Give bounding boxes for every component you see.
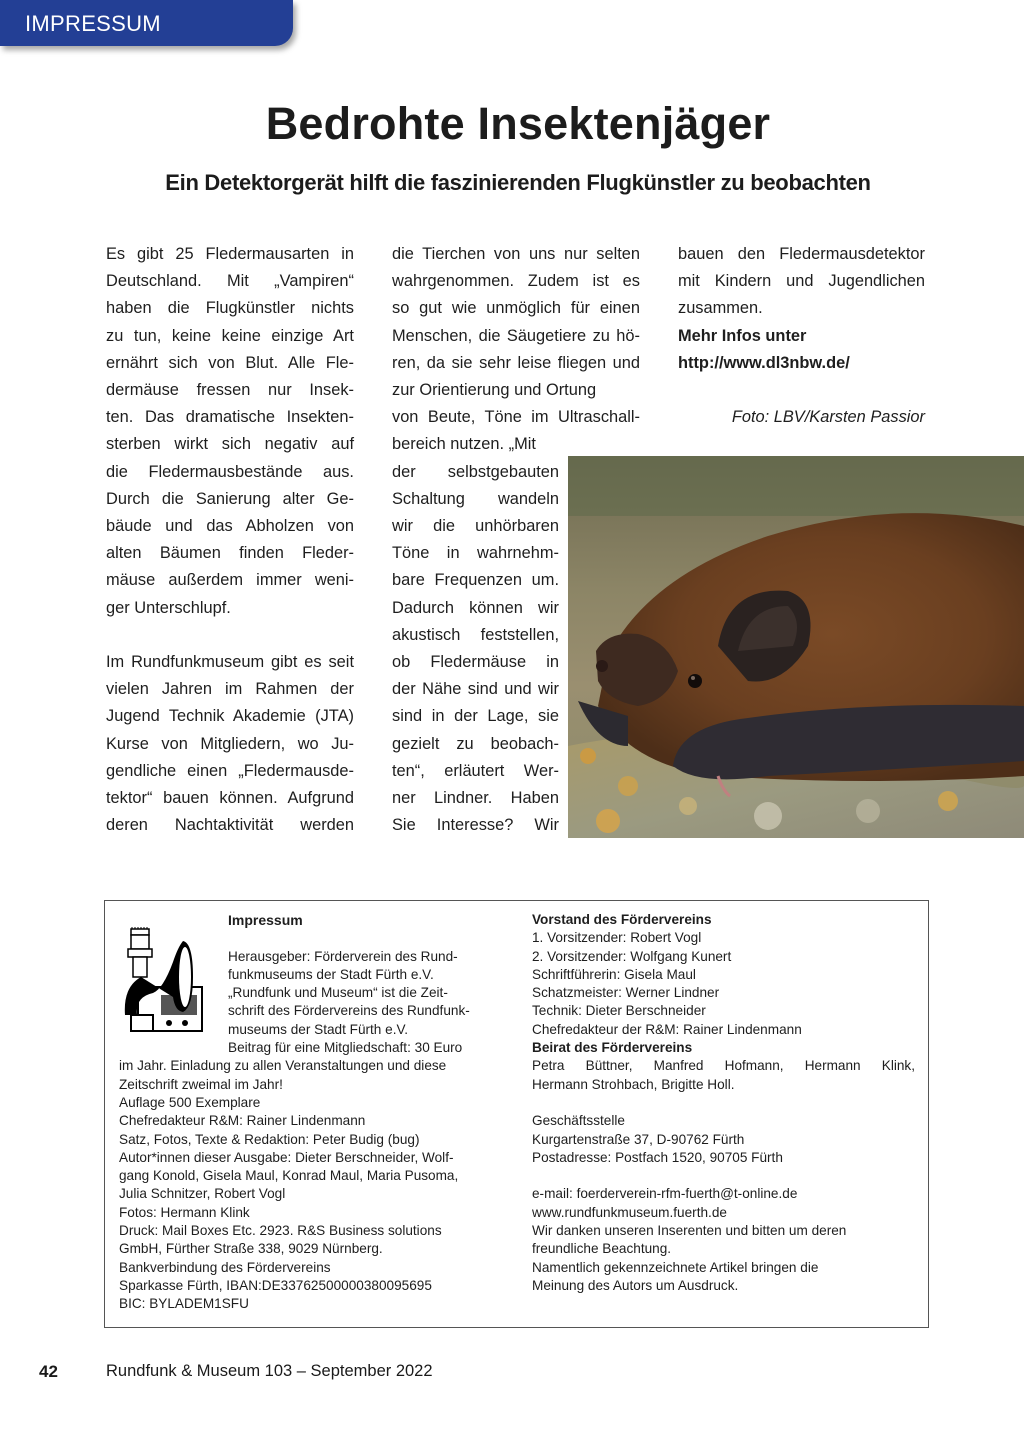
text-line: alten Bäumen finden Fleder-: [106, 544, 354, 563]
section-tab-label: IMPRESSUM: [25, 11, 161, 36]
text-line: Herausgeber: Förderverein des Rund-: [228, 948, 458, 964]
page-number: 42: [39, 1362, 58, 1381]
text-line: Im Rundfunkmuseum gibt es seit: [106, 653, 354, 672]
text-line: ger Unterschlupf.: [106, 598, 231, 617]
impressum-left-column: [119, 911, 519, 1314]
note-line: Meinung des Autors um Ausdruck.: [532, 1277, 739, 1293]
text-line: gezielt zu beobach-: [392, 734, 559, 753]
email-link[interactable]: e-mail: foerderverein-rfm-fuerth@t-online.de: [532, 1186, 798, 1202]
text-line: ob Fledermäuse in: [392, 653, 559, 672]
article-subtitle: Ein Detektorgerät hilft die faszinierenden Flugkünstler zu beobachten: [165, 170, 871, 195]
text-line: die Tierchen von uns nur selten: [392, 245, 640, 263]
text-line: bereich nutzen. „Mit: [392, 435, 536, 454]
text-line: Zeitschrift zweimal im Jahr!: [119, 1076, 283, 1092]
note-line: Wir danken unseren Inserenten und bitten um deren: [532, 1223, 847, 1239]
text-line: Töne in wahrnehm-: [392, 544, 559, 563]
text-line: Dadurch können wir: [392, 598, 559, 617]
text-line: bauen den Fledermausdetektor: [678, 245, 925, 263]
paragraph-2: [106, 649, 354, 839]
more-info-link[interactable]: http://www.dl3nbw.de/: [678, 353, 850, 372]
text-line: im Jahr. Einladung zu allen Veranstaltungen und diese: [119, 1058, 447, 1074]
text-line: ernährt sich von Blut. Alle Fle-: [106, 353, 354, 372]
text-line: akustisch feststellen,: [392, 625, 559, 644]
text-line: Druck: Mail Boxes Etc. 2923. R&S Business solutions: [119, 1223, 442, 1239]
text-line: gendliche einen „Fledermausde-: [106, 761, 354, 780]
impressum-right-column: [532, 911, 915, 1295]
text-line: bäude und das Abholzen von: [106, 517, 354, 536]
beirat-heading: Beirat des Fördervereins: [532, 1040, 693, 1056]
text-line: zu tun, keine keine einzige Art: [106, 326, 354, 345]
bat-photo-illustration: [568, 456, 1024, 838]
vorstand-member: Schriftführerin: Gisela Maul: [532, 966, 696, 982]
paragraph-1: [106, 241, 354, 622]
text-line: Durch die Sanierung alter Ge-: [106, 489, 354, 508]
text-line: ren, da sie sehr leise fliegen und: [392, 353, 640, 372]
text-line: ten. Das dramatische Insekten-: [106, 408, 354, 427]
text-line: Auflage 500 Exemplare: [119, 1094, 261, 1110]
more-info-label: Mehr Infos unter: [678, 326, 807, 345]
beirat-members: Hermann Strohbach, Brigitte Holl.: [532, 1076, 735, 1092]
article-title: Bedrohte Insektenjäger: [265, 98, 771, 149]
text-line: „Rundfunk und Museum“ ist die Zeit-: [228, 985, 448, 1001]
text-line: haben die Flugkünstler nichts: [106, 299, 354, 318]
text-line: Bankverbindung des Fördervereins: [119, 1259, 331, 1275]
geschaeftsstelle-heading: Geschäftsstelle: [532, 1113, 625, 1129]
text-line: gang Konold, Gisela Maul, Konrad Maul, Maria Pusoma,: [119, 1168, 459, 1184]
text-line: Jugend Technik Akademie (JTA): [106, 707, 354, 726]
note-line: Namentlich gekennzeichnete Artikel bringen die: [532, 1259, 819, 1275]
text-line: funkmuseums der Stadt Fürth e.V.: [228, 966, 434, 982]
article-column-1: [106, 241, 354, 839]
impressum-intro: [119, 948, 519, 1058]
iban-line: Sparkasse Fürth, IBAN:DE33762500000380095695: [119, 1277, 432, 1293]
text-line: schrift des Fördervereins des Rundfunk-: [228, 1003, 470, 1019]
text-line: mit Kindern und Jugendlichen: [678, 272, 925, 291]
text-line: bare Frequenzen um.: [392, 571, 559, 590]
photo-credit: Foto: LBV/Karsten Passior: [731, 408, 925, 427]
text-line: Es gibt 25 Fledermausarten in: [106, 245, 354, 263]
vorstand-member: Technik: Dieter Berschneider: [532, 1003, 706, 1019]
text-line: Menschen, die Säugetiere zu hö-: [392, 326, 640, 345]
postal-address: Postadresse: Postfach 1520, 90705 Fürth: [532, 1149, 783, 1165]
text-line: sterben wirkt sich negativ auf: [106, 435, 354, 454]
text-line: ner Lindner. Haben: [392, 789, 559, 808]
text-line: Beitrag für eine Mitgliedschaft: 30 Euro: [228, 1040, 463, 1056]
issue-info: Rundfunk & Museum 103 – September 2022: [106, 1362, 433, 1380]
text-line: von Beute, Töne im Ultraschall-: [392, 408, 640, 427]
text-line: Schaltung wandeln: [392, 489, 559, 508]
vorstand-member: Chefredakteur der R&M: Rainer Lindenmann: [532, 1021, 802, 1037]
text-line: deren Nachtaktivität werden: [106, 816, 354, 835]
text-line: Kurse von Mitgliedern, wo Ju-: [106, 734, 354, 753]
text-line: Sie Interesse? Wir: [392, 816, 559, 835]
text-line: tektor“ bauen können. Aufgrund: [106, 789, 354, 808]
text-line: vielen Jahren im Rahmen der: [106, 680, 354, 699]
text-line: mäuse außerdem immer weni-: [106, 571, 354, 590]
vorstand-member: 1. Vorsitzender: Robert Vogl: [532, 930, 702, 946]
geschaeftsstelle-address: Kurgartenstraße 37, D-90762 Fürth: [532, 1131, 745, 1147]
impressum-heading: Impressum: [228, 912, 303, 928]
text-line: der selbstgebauten: [392, 462, 559, 481]
text-line: GmbH, Fürther Straße 338, 9029 Nürnberg.: [119, 1241, 383, 1257]
text-line: so gut wie unmöglich für einen: [392, 299, 640, 318]
text-line: ten“, erläutert Wer-: [392, 761, 559, 780]
text-line: sind in der Lage, sie: [392, 707, 559, 726]
impressum-box: [104, 900, 929, 1328]
bic-line: BIC: BYLADEM1SFU: [119, 1296, 249, 1312]
text-line: die Fledermausbestände aus.: [106, 462, 354, 481]
text-line: zur Orientierung und Ortung: [392, 381, 597, 400]
note-line: freundliche Beachtung.: [532, 1241, 672, 1257]
article-column-3: [678, 241, 925, 431]
text-line: Deutschland. Mit „Vampiren“: [106, 272, 354, 291]
text-line: Julia Schnitzer, Robert Vogl: [119, 1186, 286, 1202]
beirat-members: Petra Büttner, Manfred Hofmann, Hermann Klink,: [532, 1058, 915, 1074]
text-line: Autor*innen dieser Ausgabe: Dieter Berschneider, Wolf-: [119, 1149, 454, 1165]
website-link[interactable]: www.rundfunkmuseum.fuerth.de: [532, 1204, 727, 1220]
bat-photo: [568, 456, 1024, 838]
text-line: Chefredakteur R&M: Rainer Lindenmann: [119, 1113, 366, 1129]
text-line: wahrgenommen. Zudem ist es: [392, 272, 640, 291]
text-line: der Nähe sind und wir: [392, 680, 559, 699]
text-line: Fotos: Hermann Klink: [119, 1204, 250, 1220]
text-line: dermäuse fressen nur Insek-: [106, 381, 354, 400]
vorstand-heading: Vorstand des Fördervereins: [532, 912, 712, 927]
section-tab: [0, 0, 293, 46]
text-line: zusammen.: [678, 299, 763, 318]
text-line: Satz, Fotos, Texte & Redaktion: Peter Budig (bug): [119, 1131, 420, 1147]
text-line: wir die unhörbaren: [392, 517, 559, 536]
vorstand-member: Schatzmeister: Werner Lindner: [532, 985, 720, 1001]
text-line: museums der Stadt Fürth e.V.: [228, 1021, 409, 1037]
vorstand-member: 2. Vorsitzender: Wolfgang Kunert: [532, 948, 732, 964]
